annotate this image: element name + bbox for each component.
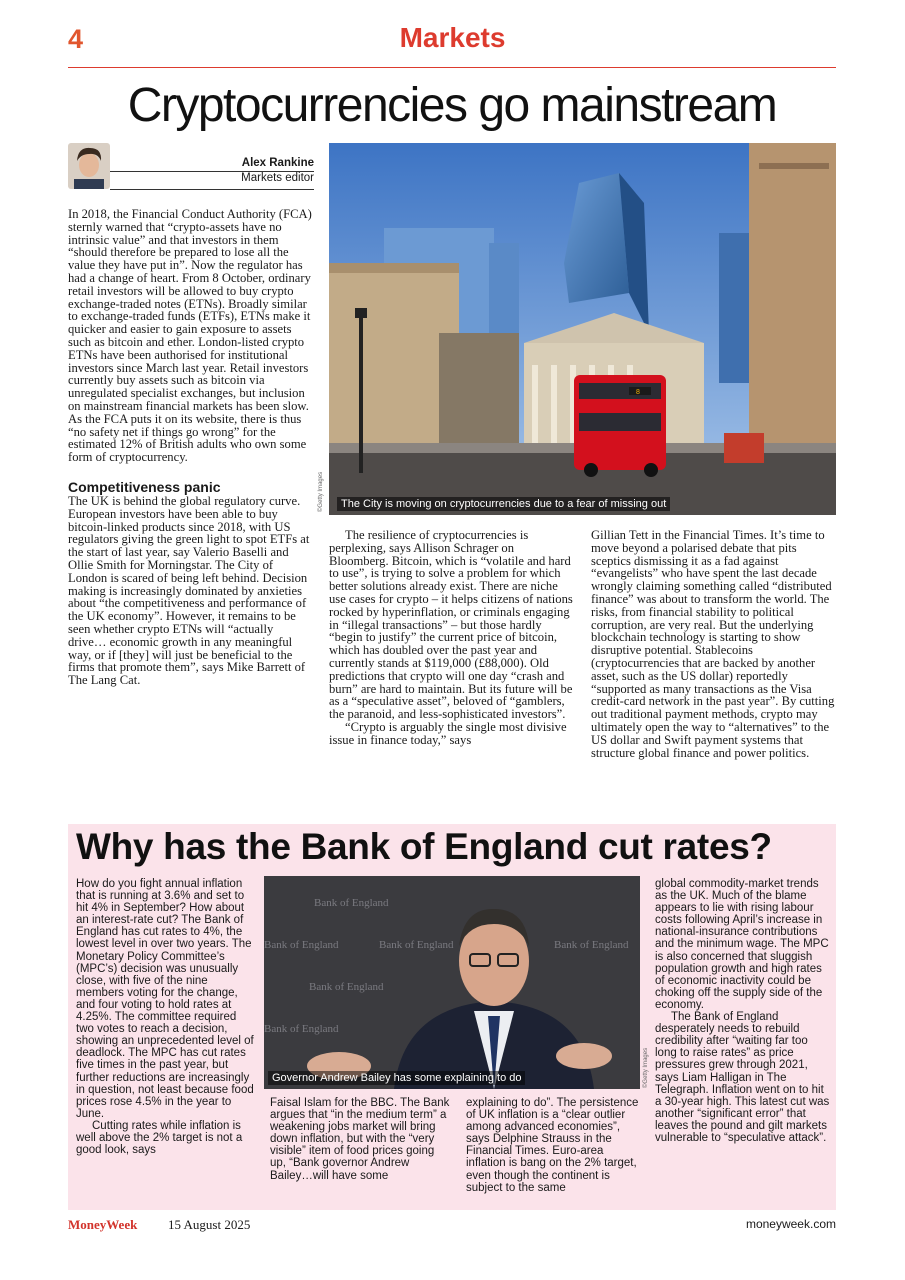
box-headline: Why has the Bank of England cut rates? bbox=[76, 826, 772, 867]
image-credit: ©Getty Images bbox=[318, 471, 324, 512]
article-column-2 bbox=[329, 529, 575, 747]
article-subhead: Competitiveness panic bbox=[68, 478, 221, 495]
avatar bbox=[68, 143, 110, 189]
box-image-credit: ©Getty Images bbox=[643, 1047, 649, 1088]
issue-date: 15 August 2025 bbox=[168, 1217, 251, 1232]
article-paragraph: The resilience of cryptocurrencies is perplexing, says Allison Schrager on Bloomberg. Bitcoin, which is “volatile and hard to use”, is trying to solve a problem for which better solutions already exist. There are niche use cases for crypto – it helps citizens of nations rocked by hyperinflation, or criminals engaging in “illegal transactions” – but those hardly “begin to justify” the current price of bitcoin, which has doubled over the past year and currently stands at $119,000 (£88,000). Old predictions that crypto will one day “crash and burn” are hard to maintain. But its future will be as a “speculative asset”, beloved of “gamblers, the paranoid, and less-sophisticated investors”. bbox=[329, 528, 573, 722]
article-headline: Cryptocurrencies go mainstream bbox=[127, 79, 777, 132]
author-divider-bottom bbox=[110, 189, 314, 190]
article-paragraph: The UK is behind the global regulatory curve. European investors have been able to buy bitcoin-linked products since 2018, with US regulators giving the green light to spot ETFs at the start of last year, say Valerio Baselli and Ollie Smith for Morningstar. The City of London is scared of being left behind. Decision making is increasingly dominated by anxieties about “the competitiveness and performance of the UK economy”. However, it remains to be seen whether crypto ETNs will “actually drive… economic growth in any meaningful way, or if [they] will just be beneficial to the firms that promote them”, says Mike Barrett of The Lang Cat. bbox=[68, 493, 310, 688]
backdrop-text: Bank of England bbox=[379, 939, 454, 951]
author-role: Markets editor bbox=[241, 172, 314, 184]
box-column-4 bbox=[655, 878, 831, 1144]
box-column-2 bbox=[270, 1097, 450, 1182]
moneyweek-logo: MoneyWeek bbox=[68, 1217, 138, 1232]
box-paragraph: Faisal Islam for the BBC. The Bank argues that “in the medium term” a weakening jobs market will bring down inflation, but with the “very visible” item of food prices going up, “Bank governor Andrew Bailey…will have some bbox=[270, 1097, 450, 1182]
box-paragraph: The Bank of England desperately needs to rebuild credibility after “waiting far too long to raise rates” as price pressures grew through 2021, says Liam Halligan in The Telegraph. Inflation went on to hit a 30-year high. This latest cut was another “significant error” that leaves the pound and gilt markets vulnerable to “speculative attack”. bbox=[655, 1011, 830, 1144]
article-photo bbox=[329, 143, 836, 515]
box-photo bbox=[264, 876, 640, 1089]
box-column-1 bbox=[76, 878, 254, 1156]
article-paragraph: Gillian Tett in the Financial Times. It’s time to move beyond a polarised debate that pits sceptics dismissing it as a fad against “evangelists” who have spent the last decade wrongly claiming something called “distributed finance” was about to transform the world. The risks, from financial stability to political corruption, are very real. But the underlying blockchain technology is starting to show disruptive potential. Stablecoins (cryptocurrencies that are backed by another asset, such as the US dollar) reportedly “supported as many transactions as the Visa credit-card network in the past year”. By cutting out traditional payment methods, crypto may ultimately open the way to “alternatives” to the US dollar and Swift payment systems that structure global finance and power politics. bbox=[591, 528, 835, 760]
page-number: 4 bbox=[68, 24, 84, 54]
backdrop-text: Bank of England bbox=[554, 939, 629, 951]
header-rule bbox=[68, 67, 836, 68]
box-paragraph: explaining to do”. The persistence of UK inflation is a “clear outlier among advanced economies”, says Delphine Strauss in the Financial Times. Euro-area inflation is bang on the 2% target, even though the continent is subject to the same bbox=[466, 1097, 639, 1194]
website-url: moneyweek.com bbox=[745, 1217, 836, 1231]
backdrop-text: Bank of England bbox=[309, 981, 384, 993]
box-column-3 bbox=[466, 1097, 642, 1194]
box-image-caption: Governor Andrew Bailey has some explaining to do bbox=[268, 1071, 525, 1085]
backdrop-text: Bank of England bbox=[264, 1023, 339, 1035]
backdrop-text: Bank of England bbox=[264, 939, 339, 951]
article-paragraph: “Crypto is arguably the single most divisive issue in finance today,” says bbox=[329, 719, 567, 747]
box-paragraph: global commodity-market trends as the UK. Much of the blame appears to lie with rising labour costs following April’s increase in national-insurance contributions and the minimum wage. The MPC is also concerned that sluggish population growth and high rates of economic inactivity could be choking off the supply side of the economy. bbox=[655, 878, 829, 1011]
section-title: Markets bbox=[399, 22, 506, 53]
city-street-illustration bbox=[329, 143, 836, 515]
article-column-1 bbox=[68, 208, 314, 687]
box-paragraph: How do you fight annual inflation that is running at 3.6% and set to hit 4% in September? How about an interest-rate cut? The Bank of England has cut rates to 4%, the lowest level in over two years. The Monetary Policy Committee’s (MPC’s) decision was unusually close, with five of the nine members voting for the change, and four voting to hold rates at 4.25%. The committee required two votes to reach a decision, showing an unprecedented level of deadlock. The MPC has cut rates five times in the past year, but further reductions are increasingly in question, not least because food prices rose 4.5% in the year to June. bbox=[76, 878, 254, 1120]
article-column-3 bbox=[591, 529, 836, 759]
bus-route-sign: 8 bbox=[636, 389, 640, 396]
author-name: Alex Rankine bbox=[241, 157, 314, 169]
backdrop-text: Bank of England bbox=[314, 897, 389, 909]
box-paragraph: Cutting rates while inflation is well above the 2% target is not a good look, says bbox=[76, 1119, 243, 1157]
author-block bbox=[68, 143, 314, 190]
governor-illustration bbox=[264, 876, 640, 1089]
article-paragraph: In 2018, the Financial Conduct Authority (FCA) sternly warned that “crypto-assets have no intrinsic value” and that investors in them “should therefore be prepared to lose all the value they have put in”. Now the regulator has had a change of heart. From 8 October, ordinary retail investors will be allowed to buy crypto exchange-traded notes (ETNs). Broadly similar to exchange-traded funds (ETFs), ETNs make it quicker and easier to gain exposure to assets such as bitcoin and ether. London-listed crypto ETNs have been authorised for institutional investors since March last year. Retail investors currently buy assets such as bitcoin via unregulated specialist exchanges, but inclusion on mainstream financial markets has been slow. As the FCA puts it on its website, there is thus “no safety net if things go wrong” for the estimated 12% of British adults who own some form of cryptocurrency. bbox=[68, 207, 312, 465]
image-caption: The City is moving on cryptocurrencies due to a fear of missing out bbox=[337, 497, 670, 511]
